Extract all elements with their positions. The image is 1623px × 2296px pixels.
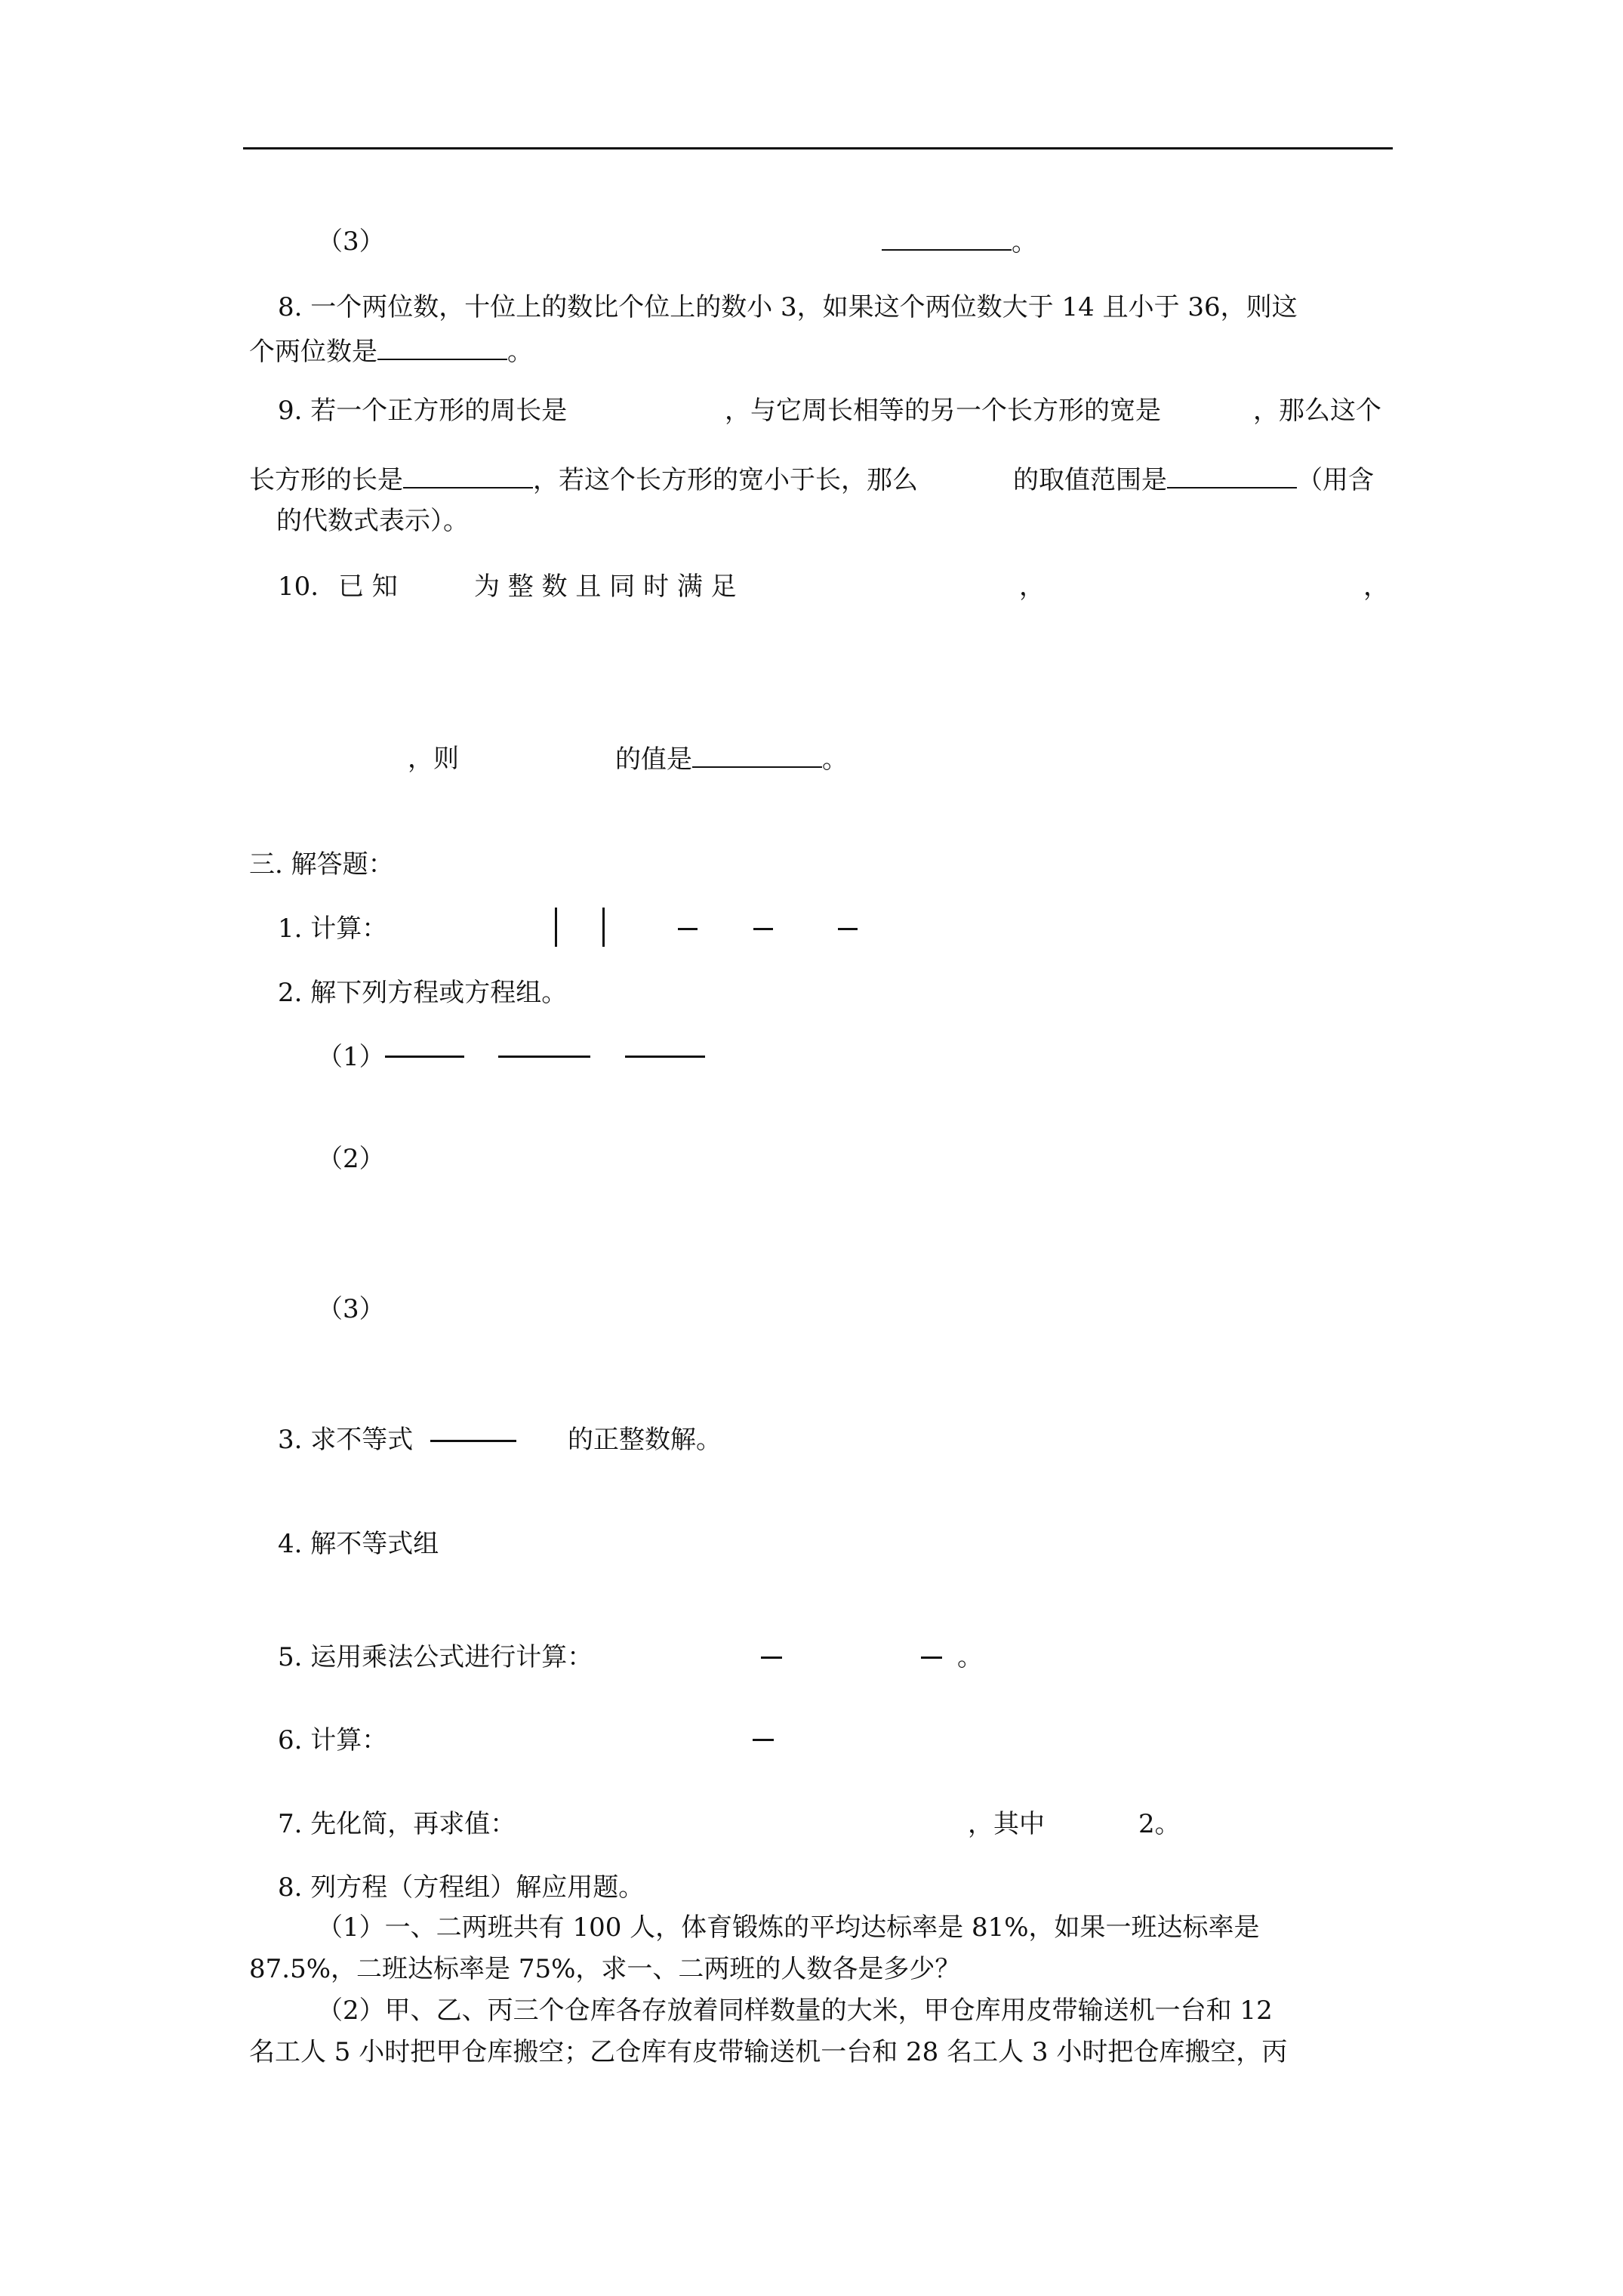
fraction-bar — [625, 1056, 705, 1058]
s7-label: 7. 先化简，再求值： — [278, 1809, 516, 1839]
abs-bar-right — [602, 908, 605, 947]
s3-label-end: 的正整数解。 — [568, 1425, 722, 1455]
s5-label: 5. 运用乘法公式进行计算： — [278, 1642, 593, 1672]
section-heading: 三. 解答题： — [249, 849, 394, 880]
fraction-bar — [498, 1056, 590, 1058]
s6-label: 6. 计算： — [278, 1725, 388, 1755]
answer-blank — [403, 464, 533, 488]
q10-comma-1: ， — [1019, 572, 1045, 602]
s2-label: 2. 解下列方程或方程组。 — [278, 978, 568, 1008]
minus-sign — [761, 1657, 782, 1659]
minus-sign — [921, 1657, 942, 1659]
q10-comma-2: ， — [1363, 572, 1389, 602]
q10-text-c: ，则 — [408, 744, 459, 774]
header-rule — [243, 147, 1393, 149]
s7-value: 2。 — [1138, 1809, 1181, 1839]
minus-sign — [838, 928, 858, 930]
q9-line1a: 9. 若一个正方形的周长是 — [278, 396, 568, 426]
abs-bar-left — [555, 908, 557, 947]
prev-item-label: （3） — [317, 227, 385, 257]
s2-item2-label: （2） — [317, 1144, 385, 1174]
q10-text-d: 的值是 。 — [615, 744, 848, 775]
s8-p2-line2: 名工人 5 小时把甲仓库搬空；乙仓库有皮带输送机一台和 28 名工人 3 小时把仓库搬空，丙 — [249, 2037, 1288, 2067]
s8-p1-line2: 87.5%，二班达标率是 75%，求一、二两班的人数各是多少？ — [249, 1954, 961, 1984]
q8-line2: 个两位数是 。 — [249, 337, 533, 367]
q9-line2: 长方形的长是 ，若这个长方形的宽小于长，那么 — [249, 465, 918, 495]
fraction-bar — [430, 1440, 516, 1442]
answer-blank — [377, 336, 507, 360]
q9-line3: 的代数式表示）。 — [276, 506, 469, 536]
q10-text-a: 已 知 — [338, 572, 398, 602]
answer-blank — [1167, 464, 1297, 488]
q10-number: 10. — [278, 572, 319, 602]
s3-label: 3. 求不等式 — [278, 1425, 414, 1455]
s5-label-end: 。 — [957, 1642, 983, 1672]
prev-item-answer: 。 — [882, 227, 1037, 257]
s8-p1-line1: （1）一、二两班共有 100 人，体育锻炼的平均达标率是 81%，如果一班达标率是 — [317, 1912, 1260, 1943]
s8-p2-line1: （2）甲、乙、丙三个仓库各存放着同样数量的大米，甲仓库用皮带输送机一台和 12 — [317, 1996, 1273, 2026]
answer-blank — [692, 744, 822, 768]
q10-text-b: 为 整 数 且 同 时 满 足 — [474, 572, 737, 602]
s8-label: 8. 列方程（方程组）解应用题。 — [278, 1872, 645, 1903]
s7-where: ，其中 — [968, 1809, 1045, 1839]
fraction-bar — [385, 1056, 464, 1058]
s4-label: 4. 解不等式组 — [278, 1529, 439, 1559]
q9-line1c: ，那么这个 — [1253, 396, 1381, 426]
s1-label: 1. 计算： — [278, 914, 388, 944]
answer-blank — [882, 227, 1012, 251]
s2-item1-label: （1） — [317, 1042, 385, 1072]
minus-sign — [753, 928, 773, 930]
s2-item3-label: （3） — [317, 1294, 385, 1324]
q8-line1: 8. 一个两位数，十位上的数比个位上的数小 3，如果这个两位数大于 14 且小于 36，则这 — [278, 292, 1298, 322]
minus-sign — [678, 928, 698, 930]
q9-line2c: 的取值范围是 （用含 — [1013, 465, 1374, 495]
q9-line1b: ，与它周长相等的另一个长方形的宽是 — [725, 396, 1161, 426]
minus-sign — [753, 1739, 774, 1741]
